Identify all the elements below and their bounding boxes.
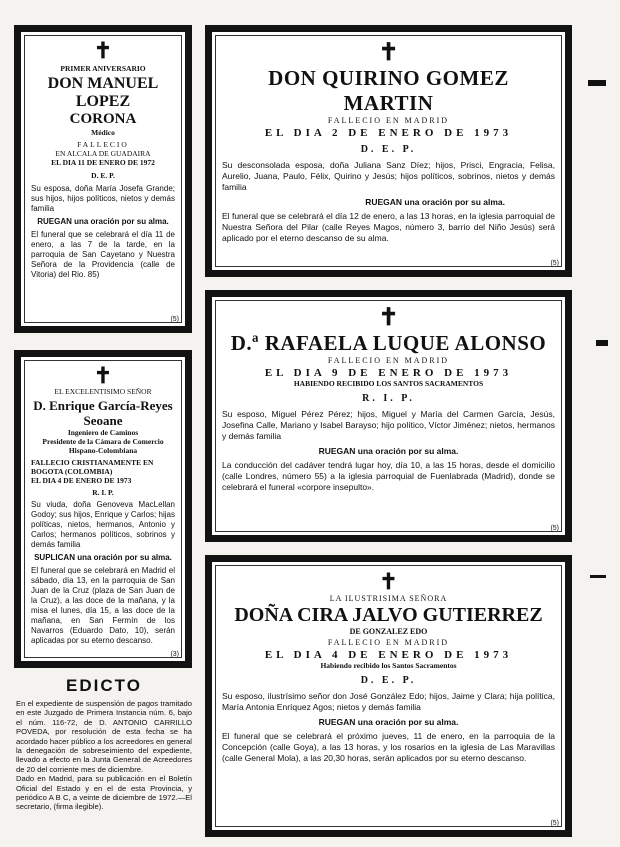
death-date: EL DIA 4 DE ENERO DE 1973: [31, 476, 132, 485]
family-text: Su esposa, doña María Josefa Grande; sus hijos, hijos políticos, nietos y demás familia: [31, 184, 175, 213]
death-place: FALLECIO EN MADRID: [327, 356, 450, 365]
profession: Ingeniero de Caminos Presidente de la Cámara de Comercio Hispano-Colombiana: [42, 428, 164, 455]
obituary-quirino-gomez: [205, 25, 572, 277]
deceased-name: DOÑA CIRA JALVO GUTIERREZ: [234, 604, 543, 626]
anniversary-heading: PRIMER ANIVERSARIO: [60, 64, 146, 73]
deceased-name: DON MANUEL LOPEZ: [47, 75, 159, 110]
prayer-request: SUPLICAN una oración por su alma.: [34, 553, 172, 562]
edict-notice: [16, 676, 192, 836]
funeral-text: El funeral que se celebrará en Madrid el sábado, día 13, en la parroquia de San Juan de la Cruz (plaza de San Juan de la Cruz), a las doce de la mañana, y la misa el lunes, día 15, a las doce de la mañana, en San Fermín de los Navarros (Eduardo Dato, 10), serán aplicadas por su eterno descanso.: [31, 566, 175, 645]
obituary-manuel-lopez: [14, 25, 192, 333]
death-date: EL DIA 9 DE ENERO DE 1973: [264, 367, 513, 379]
family-text: Su viuda, doña Genoveva MacLellan Godoy; sus hijos, Enrique y Carlos; hijas políticas, nietos, hermanos, Antonio y Carlos; hermanos políticos, sobrinos y demás familia: [31, 500, 175, 549]
cross-icon: ✝: [378, 305, 399, 331]
ad-code: (5): [550, 260, 559, 267]
death-date: EL DIA 4 DE ENERO DE 1973: [264, 649, 513, 661]
married-name: DE GONZALEZ EDO: [349, 627, 428, 636]
funeral-text: El funeral que se celebrará el día 11 de enero, a las 7 de la tarde, en la parroquia de San Cayetano y Nuestra Señora de la Providencia (calle de Vitoria) del Rio. 85): [31, 230, 175, 279]
sacraments-note: HABIENDO RECIBIDO LOS SANTOS SACRAMENTOS: [293, 379, 484, 388]
funeral-text: El funeral que se celebrará el próximo jueves, 11 de enero, en la parroquia de la Concepción (calle Goya), a las 13 horas, y los rosarios en la iglesia de Las Maravillas (calle General Mola), a las 20,30 horas, serán aplicados por su eterno descanso.: [222, 731, 555, 763]
death-place: EN ALCALA DE GUADAIRA: [55, 149, 151, 158]
prayer-request: RUEGAN una oración por su alma.: [318, 717, 459, 727]
fallecio-label: FALLECIO: [77, 140, 129, 149]
sacraments-note: Habiendo recibido los Santos Sacramentos: [320, 661, 457, 670]
death-place: FALLECIO EN MADRID: [327, 638, 450, 647]
deceased-name: DON QUIRINO GOMEZ MARTIN: [268, 66, 509, 115]
deceased-name: D. Enrique García-Reyes: [33, 398, 173, 413]
rip-text: R. I. P.: [362, 393, 415, 404]
rip-text: D. E. P.: [91, 171, 115, 180]
edict-text: En el expediente de suspensión de pagos tramitado en este Juzgado de Primera Instancia núm. 6, bajo el núm. 116-72, de D. ANTONIO CARRILLO POVEDA, por resolución de esta fecha se ha acordado hacer público a los acreedores en general la denegación de sobreseimiento del expediente, llevado a efecto en la Junta General de Acreedores de 20 del corriente mes de diciembre. Dado en Madrid, para su publicación en el Boletín Oficial del Estado y en el de esta Provincia, y periódico A B C, a veinte de diciembre de 1972.—El secretario, (firma ilegible).: [16, 699, 192, 812]
obituary-enrique-garcia: [14, 350, 192, 668]
scan-mark: [588, 80, 606, 86]
honorific-heading: EL EXCELENTISIMO SEÑOR: [54, 387, 152, 396]
family-text: Su esposo, Miguel Pérez Pérez; hijos, Miguel y María del Carmen García, Jesús, Josefina Calle, Mariano y Isabel Barayso; hijo político, Víctor Jiménez; nietos, hermanos y demás familia: [222, 409, 555, 441]
rip-text: D. E. P.: [360, 675, 417, 686]
deceased-surname: CORONA: [69, 111, 137, 127]
deceased-surname: Seoane: [83, 413, 123, 428]
death-place: FALLECIO CRISTIANAMENTE EN BOGOTA (COLOMBIA): [31, 458, 154, 476]
honorific-heading: LA ILUSTRISIMA SEÑORA: [329, 594, 448, 603]
cross-icon: ✝: [379, 569, 398, 594]
cross-icon: ✝: [378, 40, 399, 66]
rip-text: D. E. P.: [360, 144, 417, 155]
family-text: Su desconsolada esposa, doña Juliana Sanz Díez; hijos, Prisci, Engracia, Felisa, Aurelio, Juana, Paulo, Félix, Quirino y Jesús; hijos políticos, sobrinos, nietos y demás familia: [222, 160, 555, 192]
cross-icon: ✝: [93, 363, 113, 388]
cross-icon: ✝: [93, 38, 113, 63]
ad-code: (5): [550, 820, 559, 827]
death-date: EL DIA 2 DE ENERO DE 1973: [264, 127, 513, 139]
profession: Médico: [91, 128, 115, 137]
ad-code: (5): [170, 316, 179, 323]
rip-text: R. I. P.: [92, 488, 114, 497]
edict-title: EDICTO: [66, 676, 142, 695]
obituary-cira-jalvo: [205, 555, 572, 837]
prayer-request: RUEGAN una oración por su alma.: [318, 446, 459, 456]
deceased-name: D.ª RAFAELA LUQUE ALONSO: [230, 331, 547, 355]
scan-mark: [590, 575, 606, 578]
scan-mark: [596, 340, 608, 346]
funeral-text: El funeral que se celebrará el día 12 de enero, a las 13 horas, en la iglesia parroquial de Nuestra Señora del Pilar (calle Reyes Magos, número 3, barrio del Niño Jesús) será aplicado por el eterno descanso de su alma.: [222, 211, 555, 243]
death-place: FALLECIO EN MADRID: [327, 116, 450, 125]
ad-code: (5): [550, 525, 559, 532]
prayer-request: RUEGAN una oración por su alma.: [365, 197, 505, 207]
ad-code: (3): [170, 651, 179, 658]
funeral-text: La conducción del cadáver tendrá lugar hoy, día 10, a las 15 horas, desde el domicilio (calle Londres, número 55) a la iglesia parroquial de Fuenlabrada (Madrid), donde se celebrará el funeral «corpore insepulto».: [222, 460, 555, 492]
prayer-request: RUEGAN una oración por su alma.: [37, 217, 169, 226]
obituary-rafaela-luque: [205, 290, 572, 542]
family-text: Su esposo, ilustrísimo señor don José González Edo; hijos, Jaime y Clara; hija política, María Antonia Enríquez Agos; nietos y demás familia: [222, 691, 555, 712]
death-date: EL DIA 11 DE ENERO DE 1972: [51, 158, 155, 167]
